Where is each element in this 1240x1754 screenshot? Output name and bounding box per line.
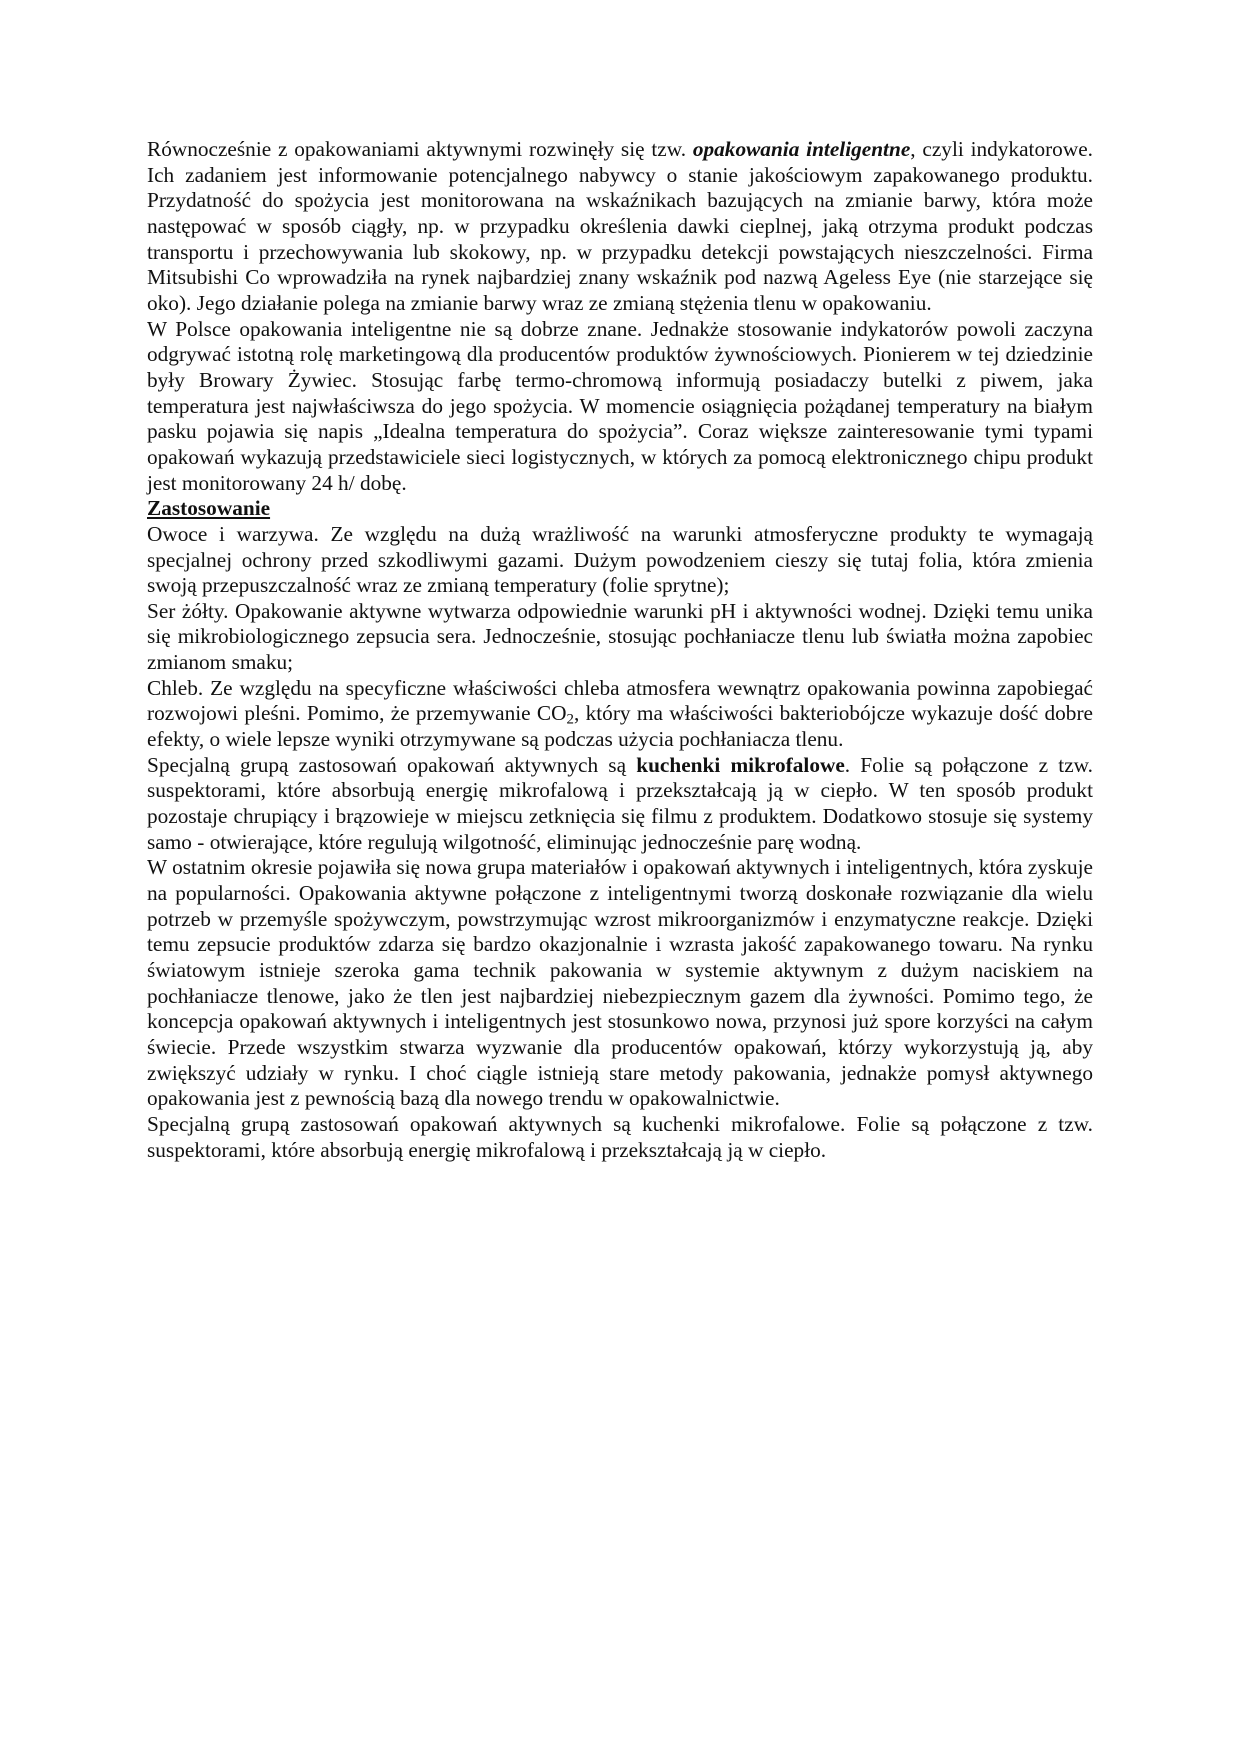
text: Specjalną grupą zastosowań opakowań aktywnych są — [147, 752, 637, 777]
paragraph-fruits-vegetables: Owoce i warzywa. Ze względu na dużą wrażliwość na warunki atmosferyczne produkty te wymagają specjalnej ochrony przed szkodliwymi gazami. Dużym powodzeniem cieszy się tutaj folia, która zmienia swoją przepuszczalność wraz ze zmianą temperatury (folie sprytne); — [147, 521, 1093, 598]
paragraph-new-materials: W ostatnim okresie pojawiła się nowa grupa materiałów i opakowań aktywnych i inteligentnych, która zyskuje na popularności. Opakowania aktywne połączone z inteligentnymi tworzą doskonałe rozwiązanie dla wielu potrzeb w przemyśle spożywczym, powstrzymując wzrost mikroorganizmów i enzymatyczne reakcje. Dzięki temu zepsucie produktów zdarza się bardzo okazjonalnie i wzrasta jakość zapakowanego towaru. Na rynku światowym istnieje szeroka gama technik pakowania w systemie aktywnym z dużym naciskiem na pochłaniacze tlenowe, jako że tlen jest najbardziej niebezpiecznym gazem dla żywności. Pomimo tego, że koncepcja opakowań aktywnych i inteligentnych jest stosunkowo nowa, przynosi już spore korzyści na całym świecie. Przede wszystkim stwarza wyzwanie dla producentów opakowań, którzy wykorzystują ją, aby zwiększyć udziały w rynku. I choć ciągle istnieją stare metody pakowania, jednakże pomysł aktywnego opakowania jest z pewnością bazą dla nowego trendu w opakowalnictwie. — [147, 855, 1093, 1111]
text: Równocześnie z opakowaniami aktywnymi rozwinęły się tzw. — [147, 137, 693, 161]
paragraph-microwave-repeat: Specjalną grupą zastosowań opakowań aktywnych są kuchenki mikrofalowe. Folie są połączone z tzw. suspektorami, które absorbują energię mikrofalową i przekształcają ją w ciepło. — [147, 1111, 1093, 1162]
text: Firma Mitsubishi Co wprowadziła na rynek najbardziej znany wskaźnik pod nazwą Ageless Eye (nie starzejące się oko). Jego działanie polega na zmianie barwy wraz ze zmianą stężenia tlenu w opakowaniu. — [147, 239, 1093, 315]
paragraph-intelligent-packaging — [147, 137, 1093, 317]
section-heading-zastosowanie: Zastosowanie — [147, 496, 271, 521]
document-page — [147, 137, 1093, 1163]
text: , który ma właściwości bakteriobójcze wykazuje dość dobre efekty, o wiele lepsze wyniki otrzymywane są podczas użycia pochłaniacza tlenu. — [147, 701, 1093, 752]
paragraph-bread — [147, 676, 1093, 753]
paragraph-poland: W Polsce opakowania inteligentne nie są dobrze znane. Jednakże stosowanie indykatorów powoli zaczyna odgrywać istotną rolę marketingową dla producentów produktów żywnościowych. Pionierem w tej dziedzinie były Browary Żywiec. Stosując farbę termo-chromową informują posiadaczy butelki z piwem, jaka temperatura jest najwłaściwsza do jego spożycia. W momencie osiągnięcia pożądanej temperatury na białym pasku pojawia się napis „Idealna temperatura do spożycia”. Coraz większe zainteresowanie tymi typami opakowań wykazują przedstawiciele sieci logistycznych, w których za pomocą elektronicznego chipu produkt jest monitorowany 24 h/ dobę. — [147, 316, 1093, 495]
text: , czyli indykatorowe. Ich zadaniem jest informowanie potencjalnego nabywcy o stanie jakościowym zapakowanego produktu. Przydatność do spożycia jest monitorowana na wskaźnikach bazujących na zmianie barwy, która może następować w sposób ciągły, np. w przypadku określenia dawki cieplnej, jaką otrzyma produkt podczas transportu i przechowywania lub skokowy, np. w przypadku detekcji powstających nieszczelności. — [147, 137, 1093, 264]
paragraph-cheese: Ser żółty. Opakowanie aktywne wytwarza odpowiednie warunki pH i aktywności wodnej. Dzięki temu unika się mikrobiologicznego zepsucia sera. Jednocześnie, stosując pochłaniacze tlenu lub światła można zapobiec zmianom smaku; — [147, 598, 1093, 675]
text: Chleb. Ze względu na specyficzne właściwości chleba atmosfera wewnątrz opakowania powinna zapobiegać rozwojowi pleśni. Pomimo, że przemywanie CO — [147, 675, 1093, 726]
text: . Folie są połączone z tzw. suspektorami, które absorbują energię mikrofalową i przekształcają ją w ciepło. W ten sposób produkt pozostaje chrupiący i brązowieje w miejscu zetknięcia się filmu z produktem. Dodatkowo stosuje się systemy samo - otwierające, które regulują wilgotność, eliminując jednocześnie parę wodną. — [147, 752, 1093, 854]
paragraph-microwave — [147, 753, 1093, 856]
bold-microwave: kuchenki mikrofalowe — [636, 752, 845, 777]
emphasis-intelligent-packaging: opakowania inteligentne — [692, 137, 911, 161]
subscript: 2 — [566, 712, 574, 729]
